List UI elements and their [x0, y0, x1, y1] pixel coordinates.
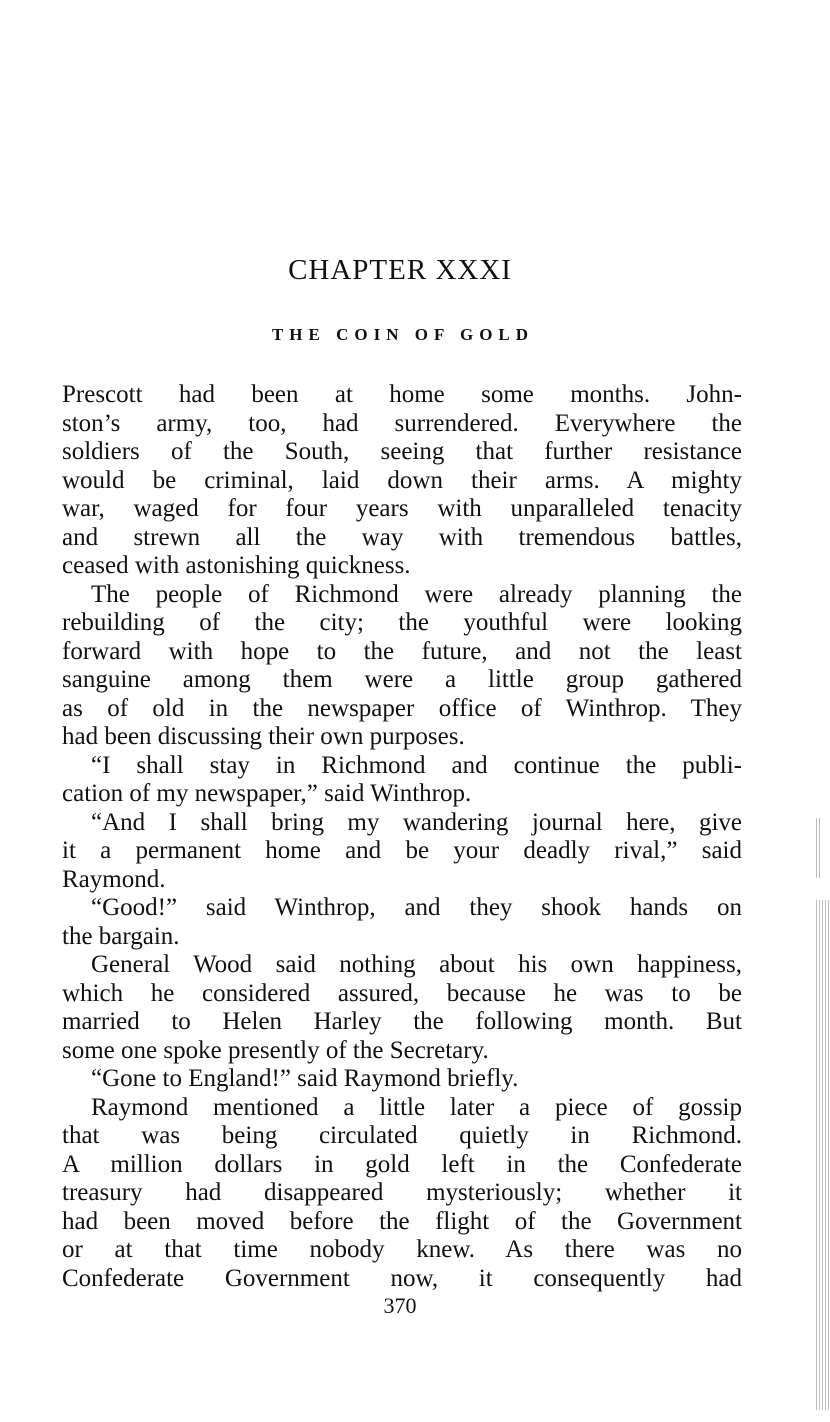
text-line: sanguine among them were a little group gathered	[62, 666, 742, 693]
text-line: war, waged for four years with unparalleled tenacity	[62, 495, 742, 522]
text-line: treasury had disappeared mysteriously; whether it	[62, 1179, 742, 1206]
text-line: soldiers of the South, seeing that further resistance	[62, 438, 742, 465]
text-line: General Wood said nothing about his own happiness,	[91, 951, 742, 978]
text-line: Raymond mentioned a little later a piece of gossip	[91, 1093, 742, 1121]
text-line: “Good!” said Winthrop, and they shook hands on	[91, 894, 742, 921]
text-line: it a permanent home and be your deadly rival,” said	[62, 837, 742, 864]
scan-edge-artifact	[816, 818, 820, 878]
text-line: Raymond.	[62, 865, 166, 893]
scan-edge-artifact	[816, 900, 830, 1410]
text-line: Confederate Government now, it consequently had	[62, 1264, 742, 1292]
text-line: that was being circulated quietly in Richmond.	[62, 1122, 742, 1149]
text-line: “Gone to England!” said Raymond briefly.	[91, 1065, 519, 1092]
page-number: 370	[383, 1293, 417, 1318]
text-line: the bargain.	[62, 922, 180, 950]
text-line: some one spoke presently of the Secretary.	[62, 1036, 489, 1064]
text-line: The people of Richmond were already planning the	[91, 580, 742, 608]
chapter-title: CHAPTER XXXI	[288, 254, 512, 286]
text-line: rebuilding of the city; the youthful were looking	[62, 609, 742, 636]
text-line: and strewn all the way with tremendous battles,	[62, 523, 742, 551]
text-line: married to Helen Harley the following month. But	[62, 1008, 742, 1035]
text-line: A million dollars in gold left in the Confederate	[62, 1150, 742, 1178]
text-line: had been discussing their own purposes.	[62, 723, 465, 750]
body-text	[62, 381, 742, 1293]
text-line: ceased with astonishing quickness.	[62, 552, 411, 579]
text-line: which he considered assured, because he was to be	[62, 979, 742, 1007]
text-line: ston’s army, too, had surrendered. Everywhere the	[62, 409, 742, 437]
text-line: cation of my newspaper,” said Winthrop.	[62, 780, 472, 807]
text-line: as of old in the newspaper office of Winthrop. They	[62, 694, 742, 722]
text-line: or at that time nobody knew. As there was no	[62, 1236, 742, 1263]
chapter-subtitle: THE COIN OF GOLD	[271, 325, 535, 344]
text-line: “And I shall bring my wandering journal here, give	[91, 808, 742, 836]
text-line: would be criminal, laid down their arms. A mighty	[62, 466, 742, 494]
text-line: forward with hope to the future, and not the least	[62, 637, 742, 665]
text-line: “I shall stay in Richmond and continue the publi-	[91, 751, 742, 779]
text-line: had been moved before the flight of the Government	[62, 1207, 742, 1235]
text-line: Prescott had been at home some months. John-	[62, 381, 742, 408]
